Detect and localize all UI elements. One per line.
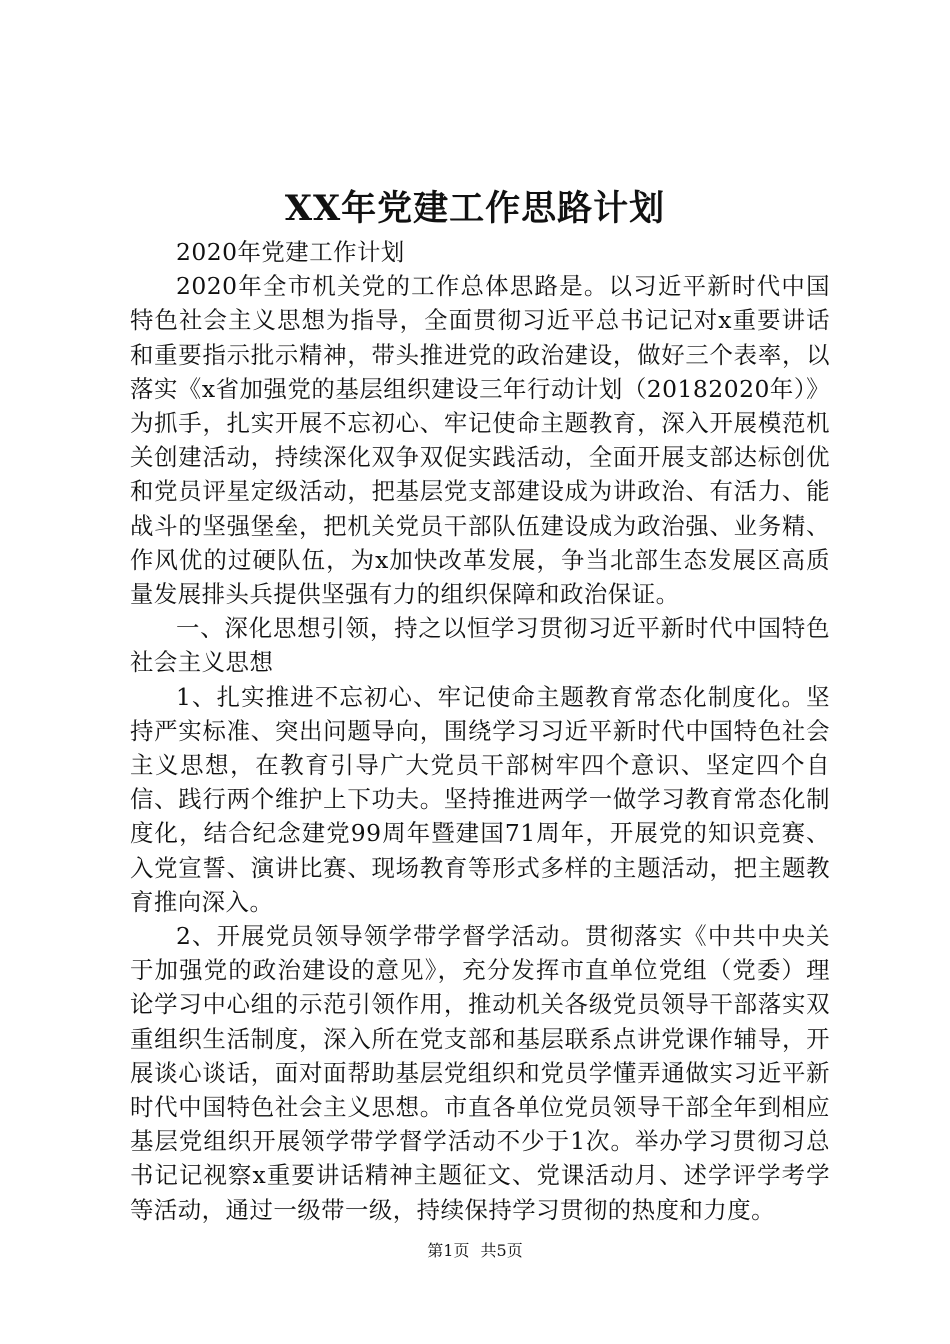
document-body bbox=[130, 235, 830, 1227]
document-title: XX年党建工作思路计划 bbox=[284, 188, 666, 229]
page-footer bbox=[0, 1240, 950, 1262]
overview-paragraph: 2020年全市机关党的工作总体思路是。以习近平新时代中国特色社会主义思想为指导，全面贯彻习近平总书记记对x重要讲话和重要指示批示精神，带头推进党的政治建设，做好三个表率，以落实《x省加强党的基层组织建设三年行动计划（20182020年）》为抓手，扎实开展不忘初心、牢记使命主题教育，深入开展模范机关创建活动，持续深化双争双促实践活动，全面开展支部达标创优和党员评星定级活动，把基层党支部建设成为讲政治、有活力、能战斗的坚强堡垒，把机关党员干部队伍建设成为政治强、业务精、作风优的过硬队伍，为x加快改革发展，争当北部生态发展区高质量发展排头兵提供坚强有力的组织保障和政治保证。 bbox=[130, 272, 830, 609]
section-heading-1: 一、深化思想引领，持之以恒学习贯彻习近平新时代中国特色社会主义思想 bbox=[130, 614, 830, 677]
page-number: 第1页 bbox=[427, 1241, 470, 1260]
page-total: 共5页 bbox=[480, 1241, 523, 1260]
subtitle-paragraph: 2020年党建工作计划 bbox=[176, 238, 405, 266]
item-paragraph-1: 1、扎实推进不忘初心、牢记使命主题教育常态化制度化。坚持严实标准、突出问题导向，围绕学习习近平新时代中国特色社会主义思想，在教育引导广大党员干部树牢四个意识、坚定四个自信、践行两个维护上下功夫。坚持推进两学一做学习教育常态化制度化，结合纪念建党99周年暨建国71周年，开展党的知识竞赛、入党宣誓、演讲比赛、现场教育等形式多样的主题活动，把主题教育推向深入。 bbox=[130, 682, 830, 916]
item-paragraph-2: 2、开展党员领导领学带学督学活动。贯彻落实《中共中央关于加强党的政治建设的意见》，充分发挥市直单位党组（党委）理论学习中心组的示范引领作用，推动机关各级党员领导干部落实双重组织生活制度，深入所在党支部和基层联系点讲党课作辅导，开展谈心谈话，面对面帮助基层党组织和党员学懂弄通做实习近平新时代中国特色社会主义思想。市直各单位党员领导干部全年到相应基层党组织开展领学带学督学活动不少于1次。举办学习贯彻习总书记记视察x重要讲话精神主题征文、党课活动月、述学评学考学等活动，通过一级带一级，持续保持学习贯彻的热度和力度。 bbox=[130, 922, 830, 1224]
